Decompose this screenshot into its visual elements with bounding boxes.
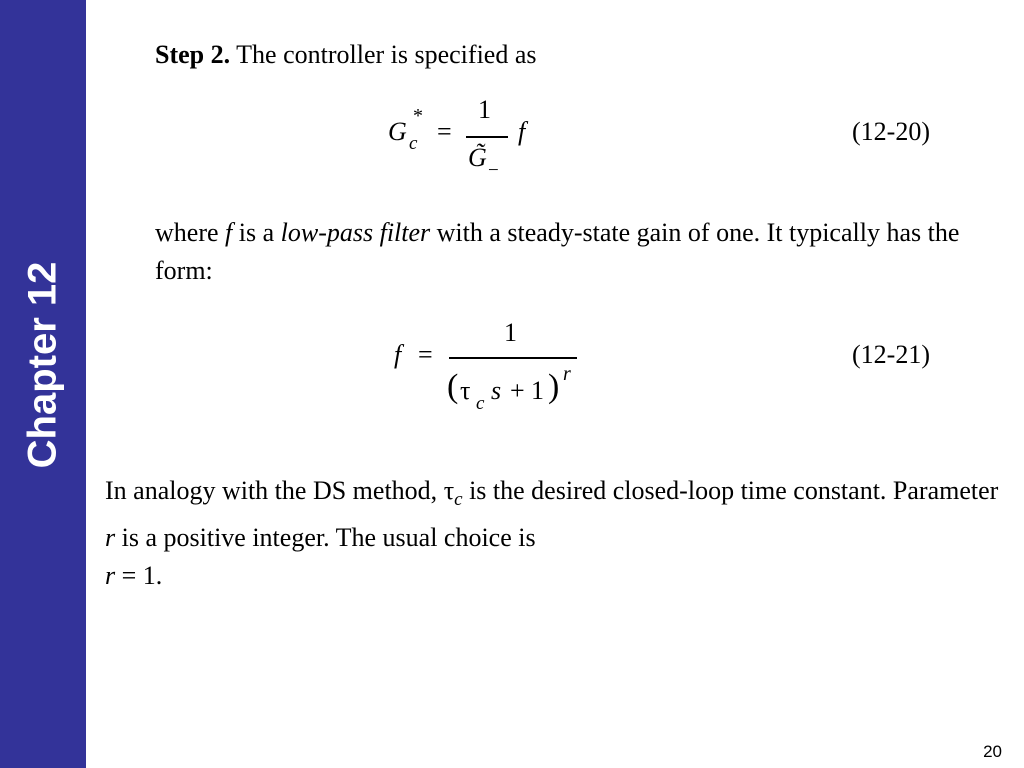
eq1-fraction-bar [466,136,508,138]
eq1-star: * [413,105,423,127]
eq1-denominator-G: G̃ [468,143,487,172]
eq1-f: f [518,117,526,146]
eq2-left-paren: ( [447,368,459,405]
step-label: Step 2. [155,40,231,69]
eq2-one: 1 [531,376,544,405]
eq2-fraction-bar [449,357,577,359]
eq2-tau: τ [460,376,471,405]
para2-sub-c: c [454,489,463,511]
chapter-sidebar [0,0,86,768]
eq2-right-paren: ) [548,368,560,405]
para1-text-2: is a [232,218,281,247]
para2-tau: τ [443,476,455,505]
eq1-denominator-sub: − [488,160,499,181]
eq2-f: f [394,340,402,369]
para1-text-3: with a steady-state gain of one. It typically has the form: [155,218,960,285]
eq1-sub-c: c [409,133,418,154]
chapter-title: Chapter 12 [20,261,65,469]
eq2-sub-c: c [476,393,485,414]
para2-text-3: is a positive integer. The usual choice is [115,523,536,553]
para2-text-1: In analogy with the DS method, [105,476,444,505]
eq1-G: G [388,117,407,146]
eq1-equals: = [437,117,452,146]
eq2-equals: = [418,340,433,369]
step-heading [155,36,975,74]
step-text: The controller is specified as [230,40,537,69]
eq2-s: s [491,376,502,405]
filter-paragraph [155,214,995,290]
eq1-number: (12-20) [852,117,930,146]
para2-text-2: is the desired closed-loop time constant. Parameter [462,476,999,505]
eq2-plus: + [510,376,525,405]
para2-r2: r [105,561,116,591]
para1-lowpass: low-pass filter [280,218,431,247]
eq2-exponent: r [563,363,571,385]
eq1-numerator: 1 [478,95,491,124]
para2-r: r [105,523,116,553]
para2-text-4: = 1. [115,561,163,591]
eq2-number: (12-21) [852,340,930,369]
page-number: 20 [983,742,1002,761]
eq2-numerator: 1 [504,318,517,347]
para1-f: f [225,218,233,247]
ds-method-paragraph [105,472,1010,595]
para1-text-1: where [155,218,226,247]
